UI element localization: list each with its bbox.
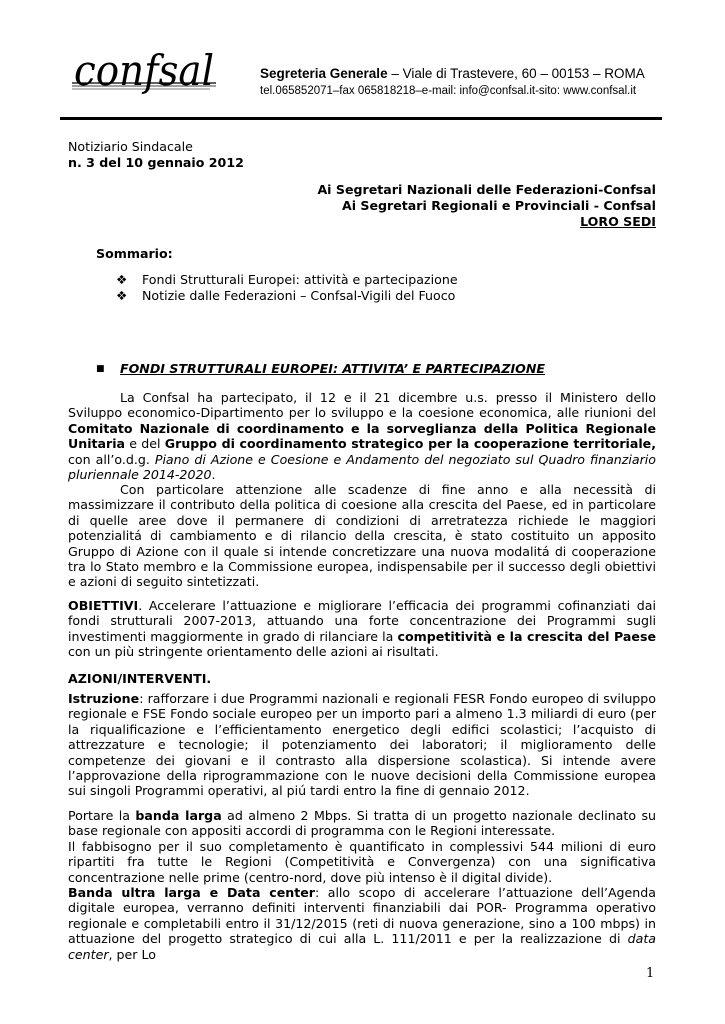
text-bold: competitività e la crescita del Paese: [397, 628, 656, 644]
education-label: Istruzione: [68, 691, 140, 706]
paragraph-ultra-broadband: [68, 885, 656, 962]
paragraph-objectives: [68, 598, 656, 660]
summary-label: Sommario:: [96, 246, 173, 261]
summary-item-text: Notizie dalle Federazioni – Confsal-Vigili del Fuoco: [142, 288, 456, 303]
ultra-broadband-label: Banda ultra larga e Data center: [68, 885, 316, 900]
agenda-title: Piano di Azione e Coesione e Andamento del negoziato sul Quadro finanziario pluriennale 2014-2020: [68, 451, 656, 483]
text-run: e del: [125, 436, 165, 452]
letterhead-address: [260, 65, 670, 83]
header-rule: [60, 117, 662, 120]
diamond-bullet-icon: ❖: [116, 288, 128, 303]
committee-name: Comitato Nazionale di coordinamento e la sorveglianza della Politica Regionale Unitaria: [68, 420, 656, 452]
recipient-line: LORO SEDI: [580, 214, 656, 229]
diamond-bullet-icon: ❖: [116, 272, 128, 287]
text-run: : rafforzare i due Programmi nazionali e regionali FESR Fondo europeo di sviluppo regionale e FSE Fondo sociale europeo per un importo pari a almeno 1.3 miliardi di euro (per la riqualificazione e l’efficientamento energetico degli edifici scolastici; l’acquisto di attrezzature e tecnologie; il potenziamento dei laboratori; il miglioramento delle competenze dei giovani e il contrasto alla dispersione scolastica). Si intende avere l’approvazione della riprogrammazione con le nuove decisioni della Commissione europea sui singoli Programmi operativi, al piú tardi entro la fine di gennaio 2012.: [68, 691, 656, 799]
text-run: , per Lo: [108, 946, 156, 962]
confsal-logo: [70, 49, 218, 103]
logo-wordmark: confsal: [74, 49, 214, 95]
text-run: . Accelerare l’attuazione e migliorare l’efficacia dei programmi cofinanziati dai fondi strutturali 2007-2013, attuando una forte concentrazione dei Programmi sugli investimenti maggiormente in grado di rilanciare la: [68, 598, 656, 644]
paragraph-broadband: [68, 808, 656, 839]
section-title: FONDI STRUTTURALI EUROPEI: ATTIVITA’ E PARTECIPAZIONE: [120, 361, 546, 376]
text-italic: data center: [68, 931, 656, 962]
text-run: .: [211, 467, 216, 483]
paragraph-education: [68, 691, 656, 799]
group-name: Gruppo di coordinamento strategico per la cooperazione territoriale,: [164, 436, 656, 452]
actions-heading: AZIONI/INTERVENTI.: [68, 671, 212, 686]
office-name: Segreteria Generale: [260, 66, 388, 81]
recipient-line: Ai Segretari Nazionali delle Federazioni-Confsal: [317, 182, 656, 197]
text-run: Portare la: [68, 808, 136, 823]
paragraph-broadband-cost: Il fabbisogno per il suo completamento è quantificato in complessivi 544 milioni di euro ripartiti fra tutte le Regioni (Competitività e Convergenza) con una significativa concentrazione nelle prime (centro-nord, dove più intenso è il digital divide).: [68, 839, 656, 885]
letterhead-contacts: tel.065852071–fax 065818218–e-mail: info@confsal.it-sito: www.confsal.it: [260, 85, 637, 97]
paragraph-context: Con particolare attenzione alle scadenze di fine anno e alla necessità di massimizzare il contributo della politica di coesione alla crescita del Paese, ed in particolare di quelle aree dove il permanere di condizioni di arretratezza richiede le maggiori potenzialitá di cambiamento e di rilancio della crescita, è stato costituito un apposito Gruppo di Azione con il quale si intende concretizzare una nuova modalitá di cooperazione tra lo Stato membro e la Commissione europea, indispensabile per il successo degli obiettivi e azioni di seguito sintetizzati.: [68, 482, 656, 590]
text-run: : allo scopo di accelerare l’attuazione dell’Agenda digitale europea, verranno definiti interventi finanziabili dai POR- Programma operativo regionale e completabili entro il 31/12/2015 (reti di nuova generazione, sino a 100 mbps) in attuazione del progetto strategico di cui alla L. 111/2011 e per la realizzazione di: [68, 885, 656, 947]
recipient-line: Ai Segretari Regionali e Provinciali - Confsal: [341, 198, 656, 213]
office-address: – Viale di Trastevere, 60 – 00153 – ROMA: [387, 66, 645, 81]
summary-item: [116, 272, 458, 287]
letterhead: [260, 65, 670, 99]
section-heading: [96, 361, 545, 376]
text-run: con un più stringente orientamento delle azioni ai risultati.: [68, 644, 439, 660]
bulletin-number: n. 3 del 10 gennaio 2012: [68, 155, 244, 170]
bulletin-title: Notiziario Sindacale: [68, 139, 193, 154]
page-number: 1: [646, 966, 655, 981]
summary-item: [116, 288, 455, 303]
text-run: con all’o.d.g.: [68, 451, 155, 467]
text-run: ad almeno 2 Mbps. Si tratta di un progetto nazionale declinato su base regionale con appositi accordi di programma con le Regioni interessate.: [68, 808, 656, 839]
summary-item-text: Fondi Strutturali Europei: attività e partecipazione: [142, 272, 458, 287]
broadband-label: banda larga: [135, 808, 222, 823]
paragraph-intro: [68, 390, 656, 482]
square-bullet-icon: ■: [96, 364, 105, 374]
text-run: La Confsal ha partecipato, il 12 e il 21 dicembre u.s. presso il Ministero dello Sviluppo economico-Dipartimento per lo sviluppo e la coesione economica, alle riunioni del: [68, 390, 656, 421]
objectives-label: OBIETTIVI: [68, 598, 139, 613]
